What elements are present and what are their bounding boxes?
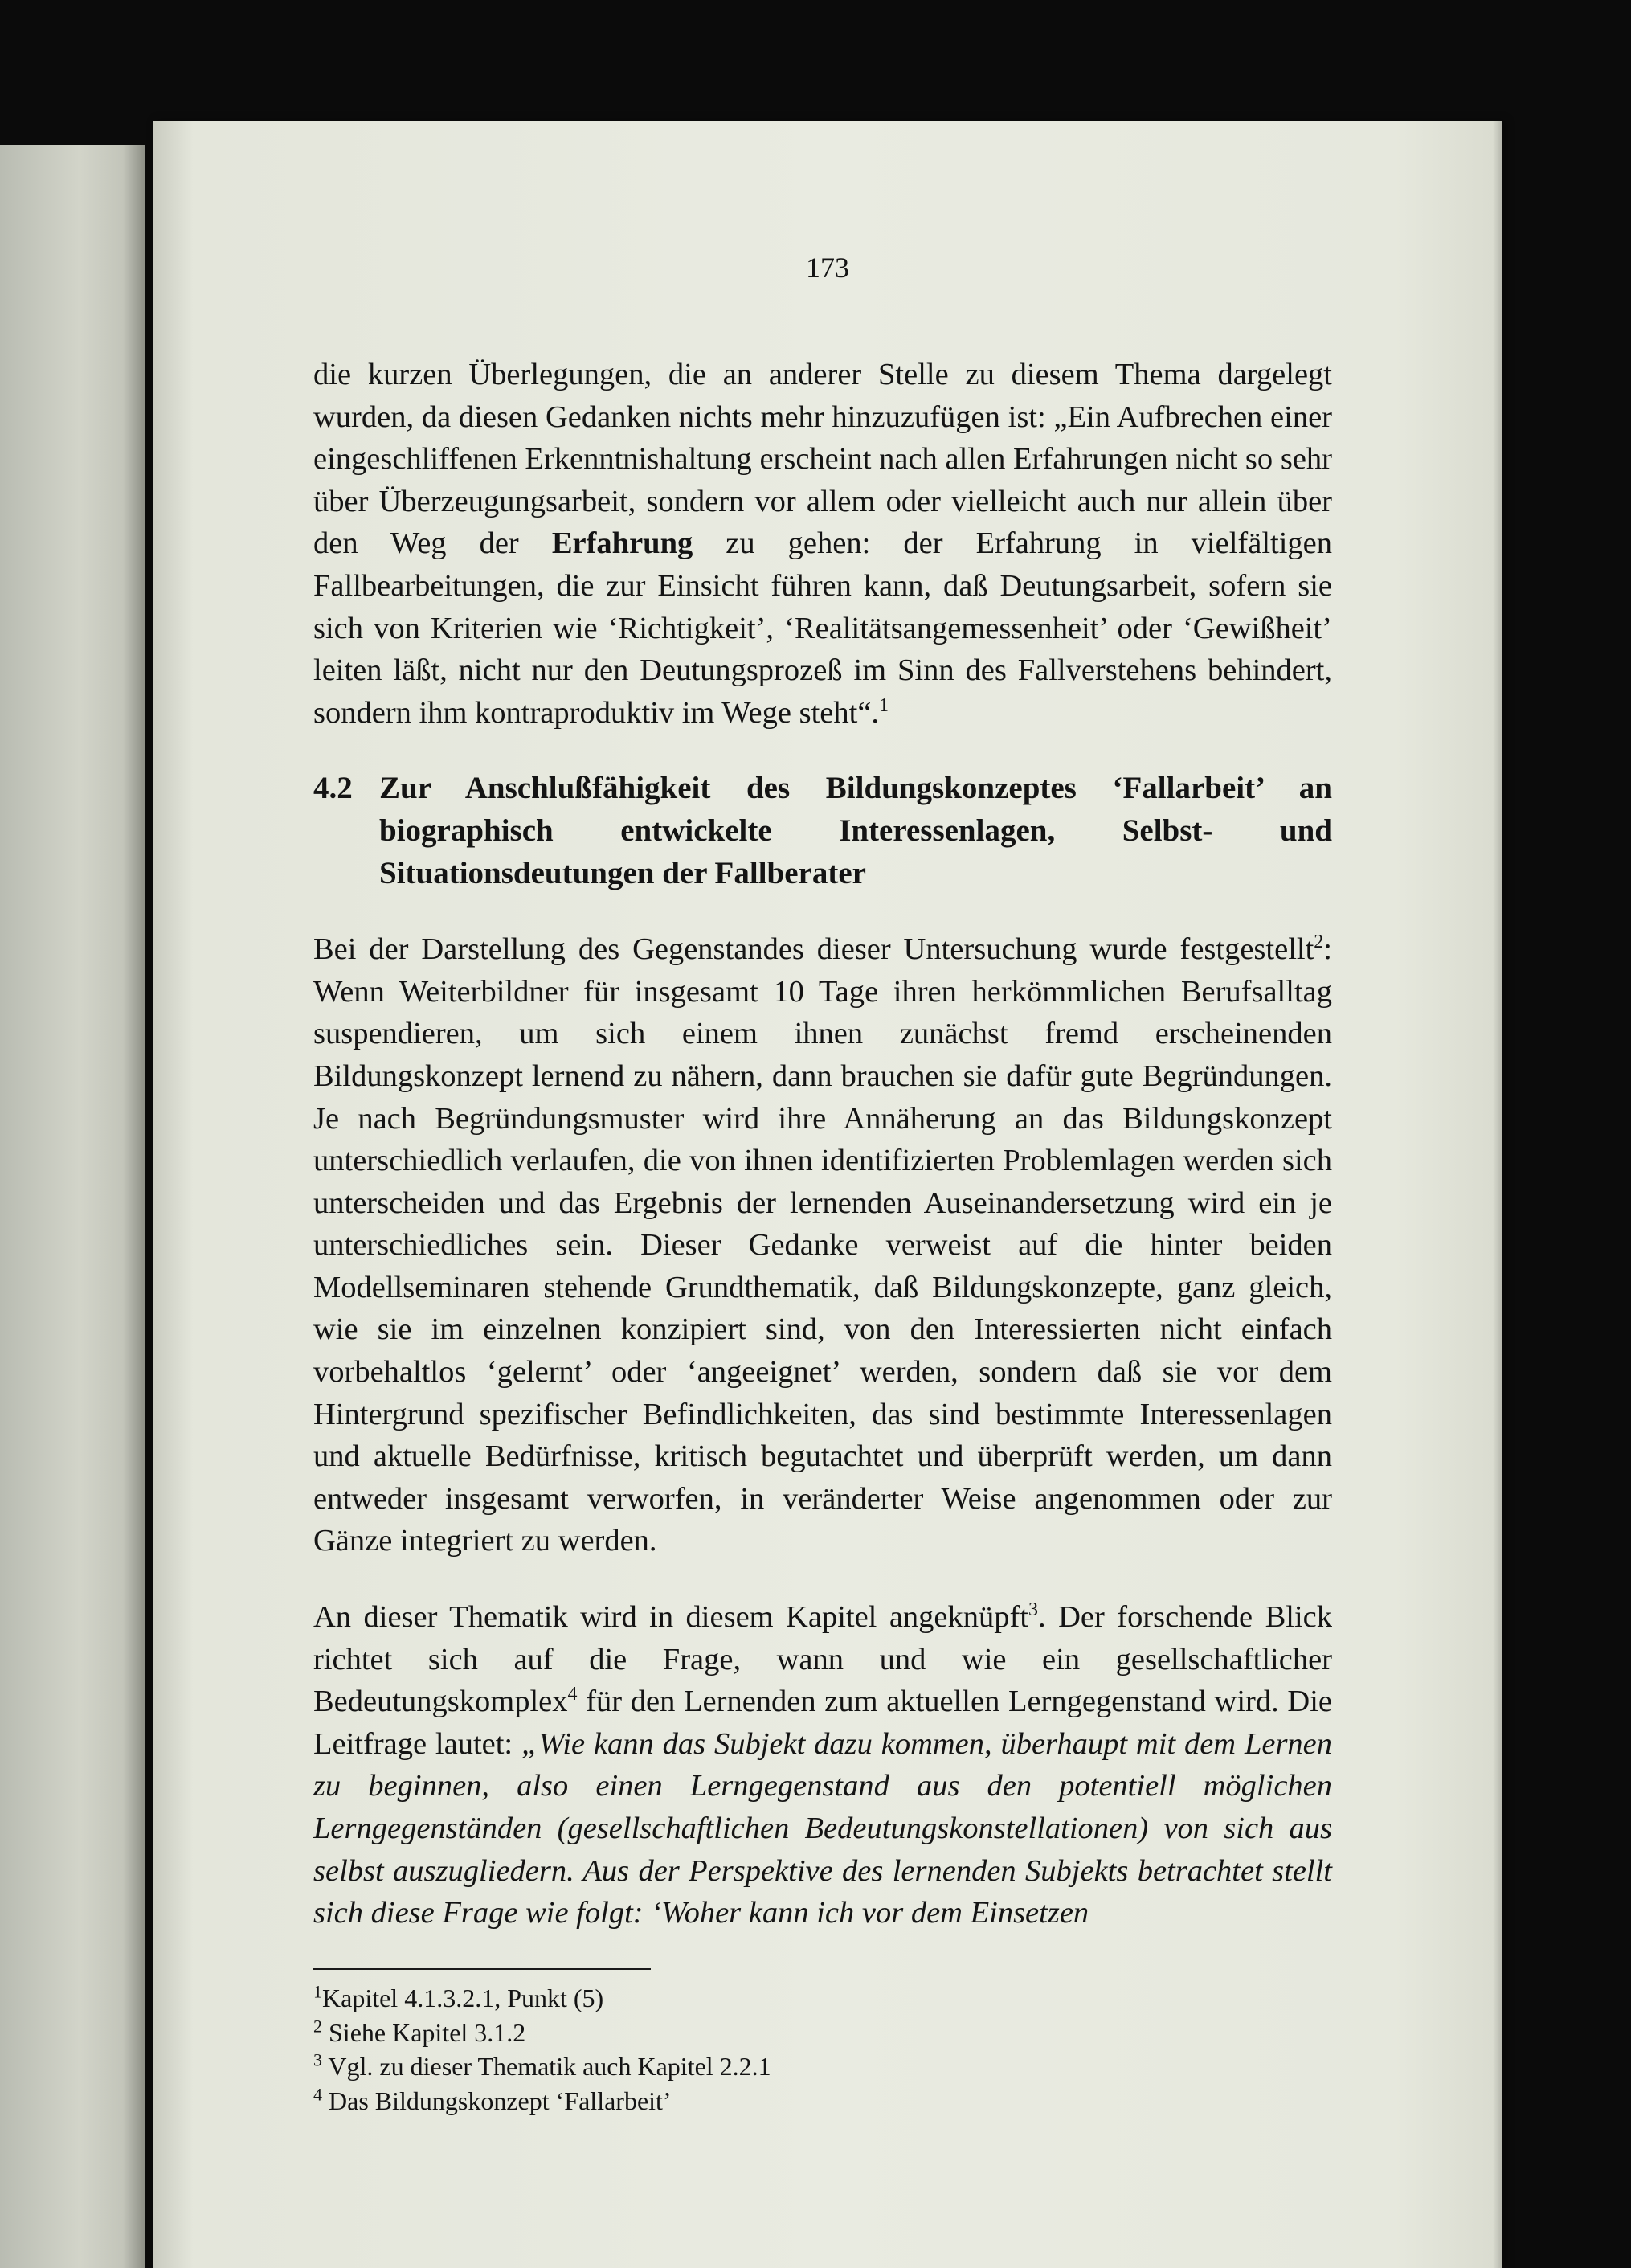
paragraph-3-text-c: für den Lernenden zum aktuellen Lerngegenstand wird. Die Leitfrage lautet: — [313, 1685, 1332, 1761]
footnote-text: Vgl. zu dieser Thematik auch Kapitel 2.2.1 — [322, 2052, 771, 2081]
footnote-item — [313, 2084, 1197, 2119]
paragraph-3 — [313, 1596, 1332, 1934]
spacer — [313, 734, 1332, 768]
footnote-text: Das Bildungskonzept ‘Fallarbeit’ — [322, 2086, 672, 2115]
footnote-number: 4 — [313, 2083, 322, 2104]
section-title: Zur Anschlußfähigkeit des Bildungskonzeptes ‘Fallarbeit’ an biographisch entwickelte Interessenlagen, Selbst- und Situationsdeutungen der Fallberater — [379, 771, 1332, 890]
paragraph-3-text-b: . Der forschende Blick richtet sich auf die Frage, wann und wie ein gesellschaftlicher Bedeutungskomplex — [313, 1600, 1333, 1719]
paragraph-1-bold-term: Erfahrung — [551, 526, 693, 561]
paragraph-2-text-b: : Wenn Weiterbildner für insgesamt 10 Tage ihren herkömmlichen Berufsalltag suspendieren, um sich einem ihnen zunächst fremd erscheinenden Bildungskonzept lernend zu nähern, dann brauchen sie dafür gute Begründungen. Je nach Begründungsmuster wird ihre Annäherung an das Bildungskonzept unterschiedlich verlaufen, die von ihnen identifizierten Problemlagen werden sich unterscheiden und das Ergebnis der lernenden Auseinandersetzung wird ein je unterschiedliches sein. Dieser Gedanke verweist auf die hinter beiden Modellseminaren stehende Grundthematik, daß Bildungskonzepte, ganz gleich, wie sie im einzelnen konzipiert sind, von den Interessierten nicht einfach vorbehaltlos ‘gelernt’ oder ‘angeeignet’ werden, sondern daß sie vor dem Hintergrund spezifischer Befindlichkeiten, das sind bestimmte Interessenlagen und aktuelle Bedürfnisse, kritisch begutachtet und überprüft werden, um dann entweder insgesamt verworfen, in veränderter Weise angenommen oder zur Gänze integriert zu werden. — [313, 932, 1332, 1558]
spacer — [313, 1562, 1332, 1596]
footnote-ref-3: 3 — [1028, 1599, 1039, 1621]
footnote-text: Kapitel 4.1.3.2.1, Punkt (5) — [322, 1983, 604, 2012]
paragraph-1-text-a: die kurzen Überlegungen, die an anderer Stelle zu diesem Thema dargelegt wurden, da diesen Gedanken nichts mehr hinzuzufügen ist: „Ein Aufbrechen einer eingeschliffenen Erkenntnishaltung erscheint nach allen Erfahrungen nicht so sehr über Überzeugungsarbeit, sondern vor allem oder vielleicht auch nur allein über den Weg der — [313, 358, 1332, 561]
page-body — [313, 354, 1332, 1934]
paragraph-2-text-a: Bei der Darstellung des Gegenstandes dieser Untersuchung wurde festgestellt — [313, 932, 1314, 967]
facing-page-edge — [0, 145, 145, 2268]
paragraph-1 — [313, 354, 1332, 734]
footnote-item — [313, 2016, 1197, 2050]
footnote-ref-2: 2 — [1314, 931, 1324, 953]
paragraph-3-text-a: An dieser Thematik wird in diesem Kapitel angeknüpft — [313, 1600, 1029, 1635]
footnote-number: 3 — [313, 2049, 322, 2070]
section-number: 4.2 — [313, 771, 353, 806]
footnote-number: 1 — [313, 1981, 322, 2002]
footnote-item — [313, 2049, 1197, 2084]
footnote-ref-1: 1 — [879, 694, 889, 716]
section-heading — [313, 768, 1332, 895]
footnotes — [313, 1981, 1197, 2118]
spacer — [313, 895, 1332, 928]
paragraph-3-quote: „Wie kann das Subjekt dazu kommen, überhaupt mit dem Lernen zu beginnen, also einen Lerngegenstand aus den potentiell möglichen Lerngegenständen (gesellschaftlichen Bedeutungskonstellationen) von sich aus selbst auszugliedern. Aus der Perspektive des lernenden Subjekts betrachtet stellt sich diese Frage wie folgt: ‘Woher kann ich vor dem Einsetzen — [313, 1726, 1333, 1930]
footnote-text: Siehe Kapitel 3.1.2 — [322, 2017, 526, 2047]
footnote-number: 2 — [313, 2015, 322, 2036]
page-edge-shadow — [1493, 121, 1502, 2268]
book-page — [153, 121, 1502, 2268]
footnote-divider — [313, 1968, 651, 1970]
footnote-item — [313, 1981, 1197, 2016]
paragraph-1-text-b: zu gehen: der Erfahrung in vielfältigen Fallbearbeitungen, die zur Einsicht führen kann, daß Deutungsarbeit, sofern sie sich von Kriterien wie ‘Richtigkeit’, ‘Realitätsangemessenheit’ oder ‘Gewißheit’ leiten läßt, nicht nur den Deutungsprozeß im Sinn des Fallverstehens behindert, sondern ihm kontraproduktiv im Wege steht“. — [313, 526, 1332, 730]
paragraph-2 — [313, 928, 1332, 1562]
page-number: 173 — [806, 252, 849, 284]
footnote-ref-4: 4 — [567, 1684, 578, 1705]
